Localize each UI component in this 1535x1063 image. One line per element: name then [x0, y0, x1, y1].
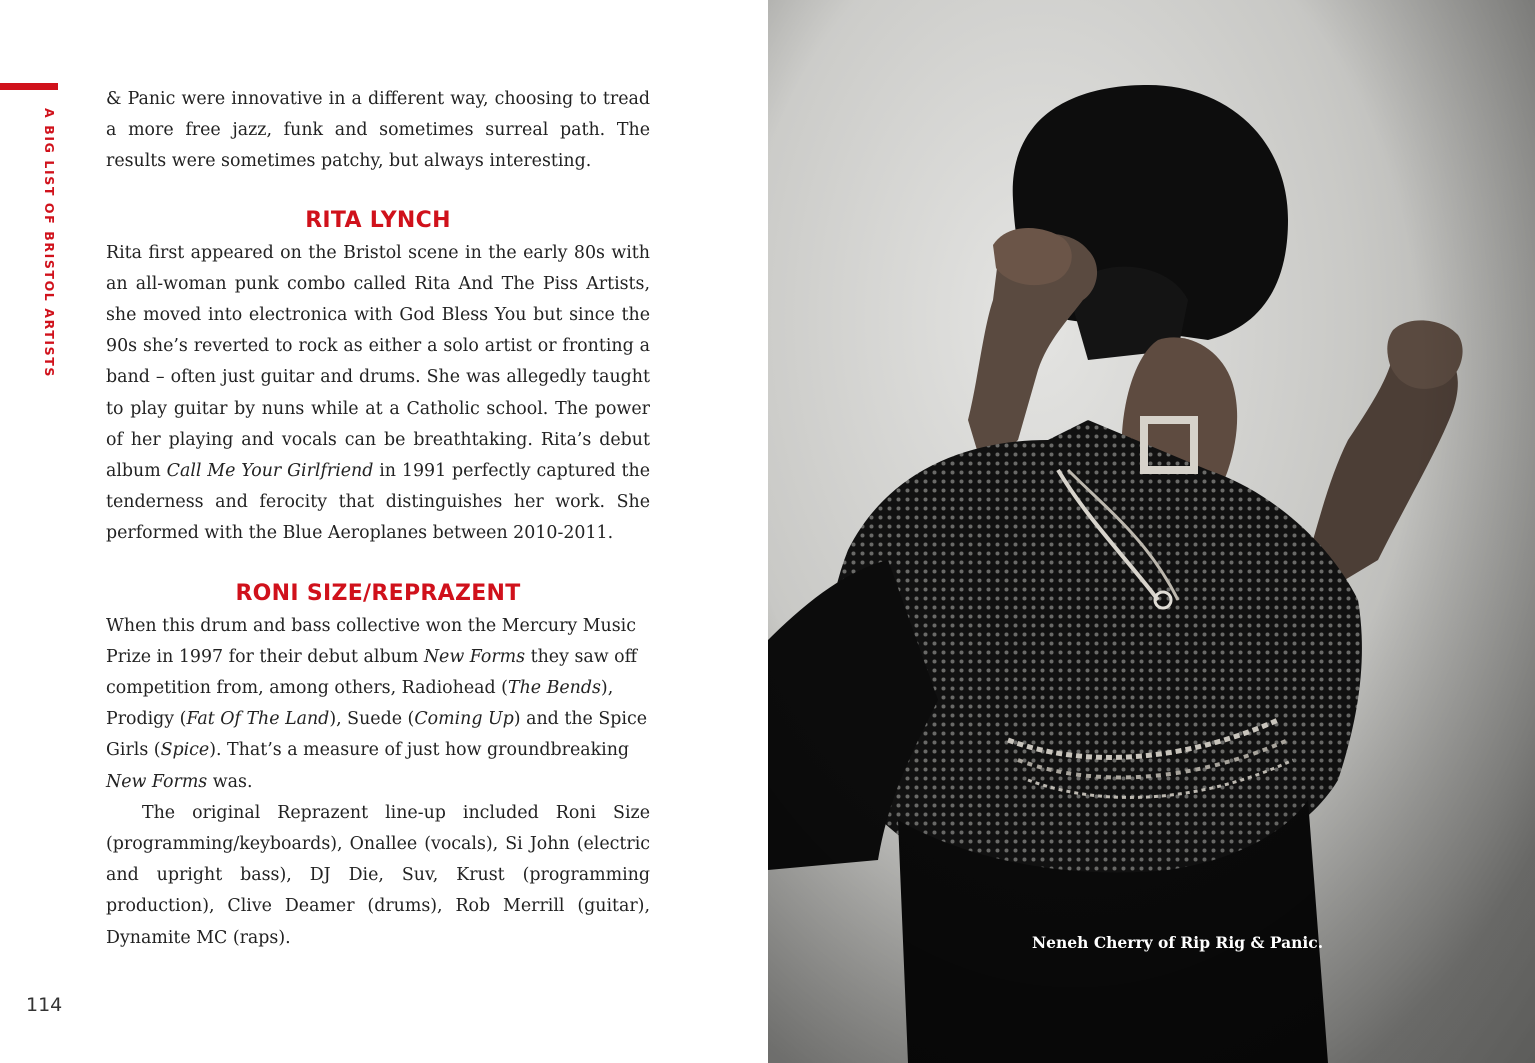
photo-page	[768, 0, 1535, 1063]
photo-caption: Neneh Cherry of Rip Rig & Panic.	[1032, 933, 1324, 952]
album-title: New Forms	[423, 646, 526, 667]
section-tab-marker	[0, 83, 58, 90]
album-title: New Forms	[106, 771, 208, 792]
text-run: in 1991 perfectly captured the tenderness and ferocity that distinguishes her work. She performed with the Blue Aeroplanes between 2010-2011.	[106, 461, 650, 544]
intro-paragraph: & Panic were innovative in a different way, choosing to tread a more free jazz, funk and sometimes surreal path. The results were sometimes patchy, but always interesting.	[106, 89, 650, 172]
text-run: they saw off competition from, among others, Radiohead (	[106, 646, 637, 699]
album-title: Spice	[160, 740, 210, 761]
text-run: ), Suede (	[329, 709, 415, 730]
text-run: Rita first appeared on the Bristol scene in the early 80s with an all-woman punk combo called Rita And The Piss Artists, she moved into electronica with God Bless You but since the 90s she’s reverted to rock as either a solo artist or fronting a band – often just guitar and drums. She was allegedly taught to play guitar by nuns while at a Catholic school. The power of her playing and vocals can be breathtaking. Rita’s debut album	[106, 242, 650, 482]
text-run: ). That’s a measure of just how groundbreaking	[209, 740, 630, 761]
album-title: Fat Of The Land	[186, 709, 330, 730]
text-run: ) and the Spice Girls (	[106, 709, 647, 761]
text-run: ), Prodigy (	[106, 678, 614, 730]
album-title: The Bends	[507, 678, 601, 699]
roni-size-paragraph-2: The original Reprazent line-up included Roni Size (programming/keyboards), Onallee (vocals), Si John (electric and upright bass), DJ Die, Suv, Krust (programming production), Clive Deamer (drums), Rob Merrill (guitar), Dynamite MC (raps).	[106, 802, 650, 948]
album-title: Coming Up	[414, 709, 514, 730]
section-heading-roni-size: RONI SIZE/REPRAZENT	[235, 580, 521, 606]
rita-lynch-paragraph	[106, 238, 650, 550]
text-run: When this drum and bass collective won the Mercury Music Prize in 1997 for their debut album	[106, 615, 636, 667]
text-run: was.	[207, 771, 253, 792]
album-title: Call Me Your Girlfriend	[166, 461, 374, 482]
roni-size-paragraph-1	[106, 611, 650, 798]
woman-dancing-photo	[768, 0, 1535, 1063]
section-heading-rita-lynch: RITA LYNCH	[305, 207, 451, 233]
page-number: 114	[26, 994, 63, 1016]
body-text-column	[106, 84, 650, 954]
running-head: A BIG LIST OF BRISTOL ARTISTS	[42, 108, 57, 378]
